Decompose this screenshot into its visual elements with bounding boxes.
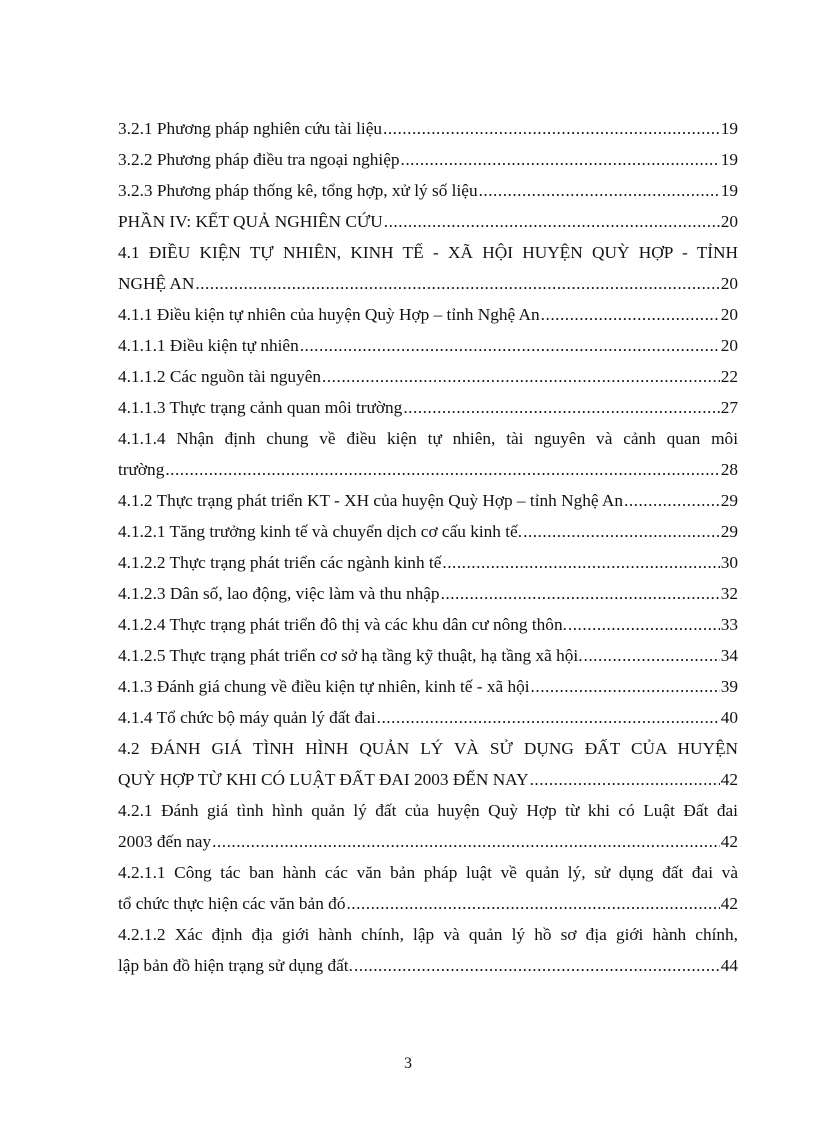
toc-entry-title: trường bbox=[118, 460, 165, 479]
toc-entry[interactable] bbox=[118, 919, 738, 981]
toc-entry[interactable] bbox=[118, 671, 738, 702]
toc-entry-page: 29 bbox=[720, 522, 738, 541]
dot-leader bbox=[212, 826, 720, 857]
toc-entry-page: 42 bbox=[720, 832, 738, 851]
toc-entry-row bbox=[118, 144, 738, 175]
toc-entry[interactable] bbox=[118, 857, 738, 919]
toc-entry-page: 34 bbox=[720, 646, 738, 665]
toc-entry-row bbox=[118, 547, 738, 578]
dot-leader bbox=[383, 113, 720, 144]
dot-leader bbox=[346, 888, 719, 919]
toc-entry-title: 4.1.1 Điều kiện tự nhiên của huyện Quỳ Hợp – tỉnh Nghệ An bbox=[118, 305, 540, 324]
toc-entry-title: 4.1.1.1 Điều kiện tự nhiên bbox=[118, 336, 299, 355]
toc-entry-page: 20 bbox=[720, 336, 738, 355]
toc-entry-title: PHẦN IV: KẾT QUẢ NGHIÊN CỨU bbox=[118, 212, 383, 231]
toc-entry-row bbox=[118, 764, 738, 795]
toc-entry-row bbox=[118, 888, 738, 919]
toc-entry[interactable] bbox=[118, 702, 738, 733]
toc-entry-title: 4.1.2.2 Thực trạng phát triển các ngành kinh tế bbox=[118, 553, 442, 572]
toc-entry[interactable] bbox=[118, 113, 738, 144]
toc-entry-title: 4.1.2.3 Dân số, lao động, việc làm và thu nhập bbox=[118, 584, 440, 603]
toc-entry-row bbox=[118, 609, 738, 640]
toc-entry-row bbox=[118, 361, 738, 392]
toc-entry-row bbox=[118, 330, 738, 361]
toc-entry[interactable] bbox=[118, 392, 738, 423]
toc-entry-title: 4.1.4 Tổ chức bộ máy quản lý đất đai bbox=[118, 708, 376, 727]
toc-entry[interactable] bbox=[118, 795, 738, 857]
dot-leader bbox=[384, 206, 720, 237]
dot-leader bbox=[568, 609, 720, 640]
toc-entry-row bbox=[118, 392, 738, 423]
dot-leader bbox=[531, 671, 720, 702]
toc-entry-row bbox=[118, 578, 738, 609]
toc-entry-page: 22 bbox=[720, 367, 738, 386]
toc-entry-title: 4.1.1.2 Các nguồn tài nguyên bbox=[118, 367, 322, 386]
dot-leader bbox=[541, 299, 720, 330]
toc-entry-title-text: 4.1 ĐIỀU KIỆN TỰ NHIÊN, KINH TẾ - XÃ HỘI HUYỆN QUỲ HỢP - TỈNH bbox=[118, 243, 738, 262]
toc-entry-page: 20 bbox=[720, 212, 738, 231]
toc-entry-title: 3.2.1 Phương pháp nghiên cứu tài liệu bbox=[118, 119, 383, 138]
toc-entry-row bbox=[118, 640, 738, 671]
toc-entry[interactable] bbox=[118, 175, 738, 206]
toc-entry-title: 3.2.2 Phương pháp điều tra ngoại nghiệp bbox=[118, 150, 400, 169]
toc-entry-row bbox=[118, 175, 738, 206]
toc-entry-row bbox=[118, 206, 738, 237]
dot-leader bbox=[584, 640, 720, 671]
table-of-contents bbox=[118, 113, 738, 981]
toc-entry-page: 39 bbox=[720, 677, 738, 696]
toc-entry-page: 19 bbox=[720, 119, 738, 138]
toc-entry-page: 19 bbox=[720, 150, 738, 169]
toc-entry[interactable] bbox=[118, 361, 738, 392]
toc-entry-title-text: 4.1.1.4 Nhận định chung về điều kiện tự nhiên, tài nguyên và cảnh quan môi bbox=[118, 429, 738, 448]
toc-entry[interactable] bbox=[118, 733, 738, 795]
toc-entry[interactable] bbox=[118, 330, 738, 361]
toc-entry-row bbox=[118, 826, 738, 857]
toc-entry[interactable] bbox=[118, 640, 738, 671]
toc-entry-title-line bbox=[118, 857, 738, 888]
toc-entry-page: 20 bbox=[720, 305, 738, 324]
toc-entry-row bbox=[118, 113, 738, 144]
dot-leader bbox=[165, 454, 719, 485]
dot-leader bbox=[624, 485, 720, 516]
dot-leader bbox=[401, 144, 720, 175]
toc-entry-title: tổ chức thực hiện các văn bản đó bbox=[118, 894, 346, 913]
toc-entry-title-line bbox=[118, 919, 738, 950]
toc-entry-page: 28 bbox=[720, 460, 738, 479]
toc-entry-title: 4.1.2.1 Tăng trưởng kinh tế và chuyển dịch cơ cấu kinh tế. bbox=[118, 522, 523, 541]
toc-entry-title-line bbox=[118, 795, 738, 826]
dot-leader bbox=[441, 578, 720, 609]
toc-entry[interactable] bbox=[118, 237, 738, 299]
toc-entry-page: 42 bbox=[720, 894, 738, 913]
toc-entry-row bbox=[118, 702, 738, 733]
toc-entry-title-text: 4.2 ĐÁNH GIÁ TÌNH HÌNH QUẢN LÝ VÀ SỬ DỤNG ĐẤT CỦA HUYỆN bbox=[118, 739, 738, 758]
page-number: 3 bbox=[404, 1055, 412, 1072]
toc-entry-title: QUỲ HỢP TỪ KHI CÓ LUẬT ĐẤT ĐAI 2003 ĐẾN NAY bbox=[118, 770, 529, 789]
toc-entry-title: 4.1.2.5 Thực trạng phát triển cơ sở hạ tầng kỹ thuật, hạ tầng xã hội. bbox=[118, 646, 583, 665]
toc-entry-title-text: 4.2.1 Đánh giá tình hình quản lý đất của huyện Quỳ Hợp từ khi có Luật Đất đai bbox=[118, 801, 738, 820]
toc-entry-title: 4.1.2 Thực trạng phát triển KT - XH của huyện Quỳ Hợp – tỉnh Nghệ An bbox=[118, 491, 624, 510]
toc-entry-title-line bbox=[118, 423, 738, 454]
toc-entry-row bbox=[118, 454, 738, 485]
dot-leader bbox=[403, 392, 719, 423]
toc-entry-title-line bbox=[118, 237, 738, 268]
toc-entry[interactable] bbox=[118, 547, 738, 578]
dot-leader bbox=[354, 950, 720, 981]
toc-entry-row bbox=[118, 485, 738, 516]
toc-entry-page: 27 bbox=[720, 398, 738, 417]
toc-entry-title-text: 4.2.1.2 Xác định địa giới hành chính, lập và quản lý hồ sơ địa giới hành chính, bbox=[118, 925, 738, 944]
toc-entry-page: 20 bbox=[720, 274, 738, 293]
toc-entry-page: 42 bbox=[720, 770, 738, 789]
toc-entry[interactable] bbox=[118, 144, 738, 175]
toc-entry-row bbox=[118, 516, 738, 547]
toc-entry[interactable] bbox=[118, 516, 738, 547]
toc-entry-title: 2003 đến nay bbox=[118, 832, 212, 851]
toc-entry-page: 44 bbox=[720, 956, 738, 975]
toc-entry-row bbox=[118, 268, 738, 299]
toc-entry[interactable] bbox=[118, 299, 738, 330]
toc-entry[interactable] bbox=[118, 206, 738, 237]
toc-entry-page: 19 bbox=[720, 181, 738, 200]
toc-entry-title: NGHỆ AN bbox=[118, 274, 195, 293]
toc-entry-row bbox=[118, 950, 738, 981]
toc-entry-page: 32 bbox=[720, 584, 738, 603]
toc-entry[interactable] bbox=[118, 423, 738, 485]
toc-entry-title: 4.1.3 Đánh giá chung về điều kiện tự nhiên, kinh tế - xã hội bbox=[118, 677, 530, 696]
toc-entry-title: lập bản đồ hiện trạng sử dụng đất. bbox=[118, 956, 353, 975]
toc-entry-row bbox=[118, 299, 738, 330]
toc-entry-page: 29 bbox=[720, 491, 738, 510]
toc-entry-title: 4.1.1.3 Thực trạng cảnh quan môi trường bbox=[118, 398, 403, 417]
dot-leader bbox=[479, 175, 720, 206]
dot-leader bbox=[300, 330, 720, 361]
dot-leader bbox=[442, 547, 719, 578]
toc-entry-page: 33 bbox=[720, 615, 738, 634]
dot-leader bbox=[530, 764, 720, 795]
dot-leader bbox=[523, 516, 720, 547]
toc-entry-row bbox=[118, 671, 738, 702]
toc-entry-page: 30 bbox=[720, 553, 738, 572]
toc-entry-title-line bbox=[118, 733, 738, 764]
toc-entry-title-text: 4.2.1.1 Công tác ban hành các văn bản pháp luật về quản lý, sử dụng đất đai và bbox=[118, 863, 738, 882]
toc-entry[interactable] bbox=[118, 578, 738, 609]
toc-entry[interactable] bbox=[118, 609, 738, 640]
toc-entry-title: 4.1.2.4 Thực trạng phát triển đô thị và các khu dân cư nông thôn. bbox=[118, 615, 567, 634]
toc-entry[interactable] bbox=[118, 485, 738, 516]
toc-entry-title: 3.2.3 Phương pháp thống kê, tổng hợp, xử lý số liệu bbox=[118, 181, 478, 200]
dot-leader bbox=[322, 361, 720, 392]
dot-leader bbox=[195, 268, 719, 299]
toc-entry-page: 40 bbox=[720, 708, 738, 727]
dot-leader bbox=[377, 702, 720, 733]
